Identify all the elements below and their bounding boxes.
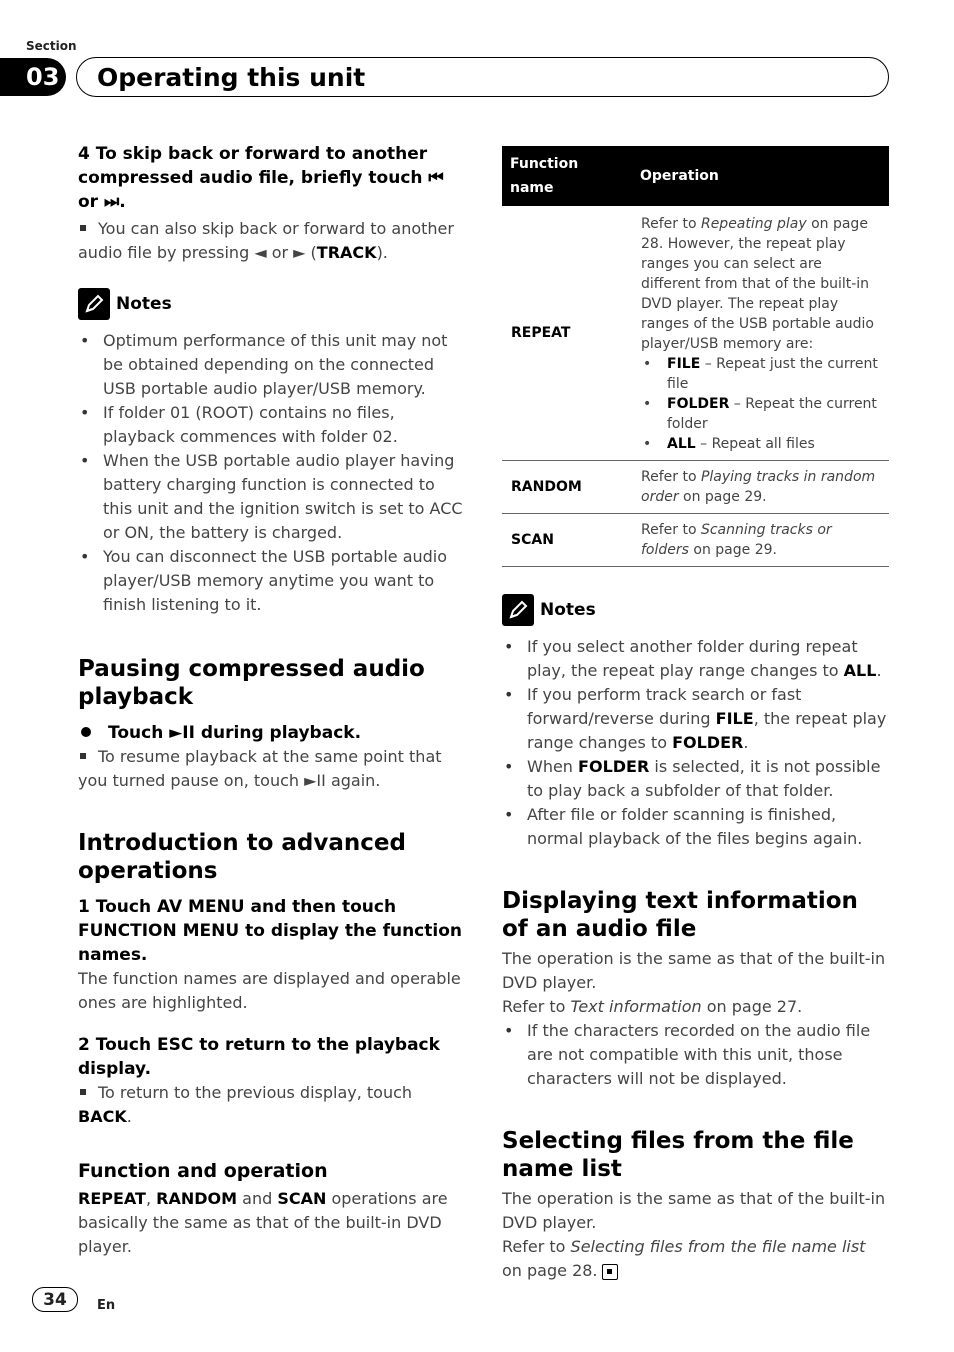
function-name-repeat: REPEAT: [502, 206, 632, 461]
page-title-box: [76, 57, 889, 97]
notes-title: Notes: [116, 294, 172, 314]
list-item: • If folder 01 (ROOT) contains no files, playback commences with folder 02.: [78, 401, 464, 449]
step-4-note: You can also skip back or forward to another audio file by pressing ◄ or ► (TRACK).: [78, 219, 454, 262]
notes-header: [502, 593, 889, 627]
table-header-operation: Operation: [632, 146, 889, 206]
language-label: En: [97, 1298, 116, 1313]
intro-step-1: 1 Touch AV MENU and then touch FUNCTION MENU to display the function names.: [78, 897, 462, 965]
text-info-paragraph: The operation is the same as that of the built-in DVD player.: [502, 949, 886, 992]
notes-list: [502, 635, 889, 851]
page-title: Operating this unit: [97, 62, 366, 92]
text-info-reference: Refer to Text information on page 27.: [502, 997, 803, 1016]
intro-heading: Introduction to advanced operations: [78, 830, 406, 884]
pencil-icon: [502, 594, 534, 626]
text-info-heading: Displaying text information of an audio file: [502, 888, 858, 942]
list-item: • FOLDER – Repeat the current folder: [641, 394, 883, 434]
step-4-title: 4 To skip back or forward to another compressed audio file, briefly touch ⏮ or ⏭.: [78, 144, 444, 212]
operation-random: Refer to Playing tracks in random order on page 29.: [632, 461, 889, 514]
list-item: • FILE – Repeat just the current file: [641, 354, 883, 394]
function-table: [502, 146, 889, 567]
select-files-reference: Refer to Selecting files from the file name list on page 28.: [502, 1237, 866, 1280]
text-info-list: [502, 1019, 889, 1091]
table-row: [502, 206, 889, 461]
square-bullet-icon: [80, 225, 86, 231]
table-header-function: Function name: [502, 146, 632, 206]
pause-step: Touch ►II during playback.: [78, 721, 464, 745]
function-name-scan: SCAN: [502, 514, 632, 567]
list-item: • Optimum performance of this unit may not be obtained depending on the connected USB portable audio player/USB memory.: [78, 329, 464, 401]
list-item: • ALL – Repeat all files: [641, 434, 883, 454]
pause-note: To resume playback at the same point that you turned pause on, touch ►II again.: [78, 747, 442, 790]
left-column: [78, 142, 464, 1259]
intro-step-2: 2 Touch ESC to return to the playback display.: [78, 1035, 440, 1079]
notes-title: Notes: [540, 600, 596, 620]
list-item: • After file or folder scanning is finished, normal playback of the files begins again.: [502, 803, 889, 851]
list-item: • If the characters recorded on the audio file are not compatible with this unit, those characters will not be displayed.: [502, 1019, 889, 1091]
table-row: [502, 514, 889, 567]
table-row: [502, 461, 889, 514]
operation-repeat: Refer to Repeating play on page 28. However, the repeat play ranges you can select are different from that of the built-in DVD player. The repeat play ranges of the USB portable audio player/USB memory are: • FILE – Repeat just the current file • FOLDER – Repeat the current folder • ALL – Repeat all files: [632, 206, 889, 461]
section-number-badge: 03: [0, 58, 66, 96]
pause-heading: Pausing compressed audio playback: [78, 656, 425, 710]
select-files-heading: Selecting files from the file name list: [502, 1128, 854, 1182]
repeat-range-list: [641, 354, 883, 454]
notes-list: [78, 329, 464, 617]
select-files-paragraph: The operation is the same as that of the built-in DVD player.: [502, 1189, 886, 1232]
end-mark-icon: [602, 1264, 618, 1280]
function-heading: Function and operation: [78, 1160, 328, 1182]
notes-header: [78, 287, 464, 321]
list-item: • If you select another folder during repeat play, the repeat play range changes to ALL.: [502, 635, 889, 683]
page-number: 34: [32, 1287, 78, 1312]
right-column: [502, 146, 889, 1283]
square-bullet-icon: [80, 1089, 86, 1095]
list-item: • If you perform track search or fast forward/reverse during FILE, the repeat play range changes to FOLDER.: [502, 683, 889, 755]
intro-step-2-note: To return to the previous display, touch BACK.: [78, 1083, 413, 1126]
list-item: • When the USB portable audio player having battery charging function is connected to this unit and the ignition switch is set to ACC or ON, the battery is charged.: [78, 449, 464, 545]
list-item: • When FOLDER is selected, it is not possible to play back a subfolder of that folder.: [502, 755, 889, 803]
table-header-row: [502, 146, 889, 206]
operation-scan: Refer to Scanning tracks or folders on page 29.: [632, 514, 889, 567]
square-bullet-icon: [80, 753, 86, 759]
intro-step-1-text: The function names are displayed and operable ones are highlighted.: [78, 969, 461, 1012]
section-label: Section: [26, 39, 77, 53]
pencil-icon: [78, 288, 110, 320]
function-name-random: RANDOM: [502, 461, 632, 514]
round-bullet-icon: [81, 727, 91, 737]
list-item: • You can disconnect the USB portable audio player/USB memory anytime you want to finish listening to it.: [78, 545, 464, 617]
function-text: REPEAT, RANDOM and SCAN operations are basically the same as that of the built-in DVD player.: [78, 1189, 448, 1256]
